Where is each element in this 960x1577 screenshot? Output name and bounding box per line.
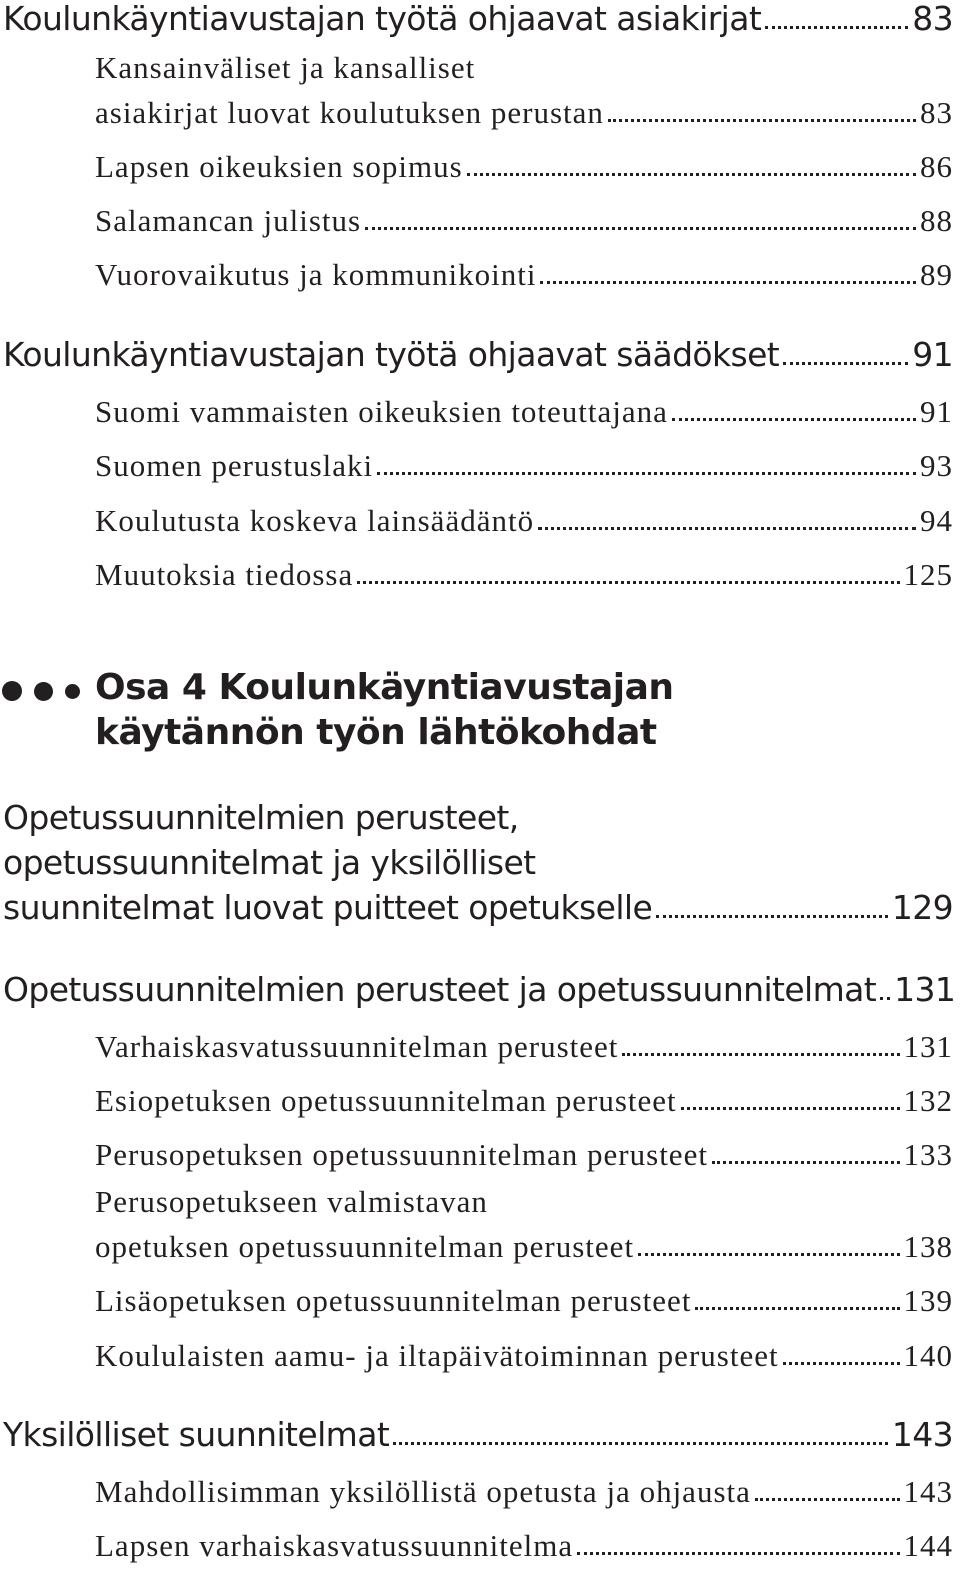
toc-entry[interactable] [3,335,953,374]
toc-entry[interactable] [95,1530,953,1561]
toc-entry-title: Muutoksia tiedossa [95,557,354,592]
toc-page-number: 140 [903,1338,953,1373]
toc-page-number: 144 [903,1528,953,1563]
dot-leader [622,1053,899,1056]
toc-page-number: 88 [920,203,953,238]
dot-leader [765,26,908,29]
toc-page-number: 131 [903,1029,953,1064]
toc-entry[interactable] [95,1340,953,1371]
dot-leader [540,281,916,284]
toc-entry-title-line: Perusopetukseen valmistavan [95,1184,488,1219]
dot-leader [577,1552,899,1555]
toc-entry[interactable] [95,396,953,427]
toc-entry-title: Yksilölliset suunnitelmat [3,1415,390,1454]
section-title-line2: käytännön työn lähtökohdat [95,712,657,753]
toc-page-number: 143 [903,1474,953,1509]
toc-entry[interactable] [3,0,953,38]
toc-page-number: 125 [903,557,953,592]
toc-entry[interactable] [95,1285,953,1316]
toc-page-number: 91 [912,335,953,374]
dot-leader [672,418,916,421]
toc-page-number: 129 [891,888,953,927]
toc-page-number: 143 [891,1415,953,1454]
dot-leader [783,1362,900,1365]
dot-leader [357,581,899,584]
section-title: Osa 4 Koulunkäyntiavustajan [95,667,674,708]
toc-entry[interactable] [95,97,953,128]
toc-page-number: 83 [920,95,953,130]
toc-page-number: 94 [920,503,953,538]
toc-entry-title: Opetussuunnitelmien perusteet ja opetussuunnitelmat [3,970,877,1009]
toc-entry[interactable] [95,1231,953,1262]
dot-leader [783,362,908,365]
toc-entry-title: suunnitelmat luovat puitteet opetukselle [3,888,653,927]
toc-page-number: 89 [920,257,953,292]
toc-entry[interactable] [95,450,953,481]
bullet-icon [2,681,22,701]
toc-entry-title-line: Opetussuunnitelmien perusteet, [3,798,519,837]
bullet-icon [34,682,53,701]
toc-entry-title: Koulunkäyntiavustajan työtä ohjaavat asiakirjat [3,0,762,38]
toc-page-number: 86 [920,149,953,184]
dot-leader [695,1307,899,1310]
toc-entry-title: asiakirjat luovat koulutuksen perustan [95,95,604,130]
toc-page-number: 139 [903,1283,953,1318]
toc-entry[interactable] [95,1476,953,1507]
toc-entry-title-line: opetussuunnitelmat ja yksilölliset [3,843,536,882]
toc-page-number: 138 [903,1229,953,1264]
toc-entry[interactable] [95,259,953,290]
dot-leader [608,119,916,122]
dot-leader [712,1161,900,1164]
toc-entry[interactable] [95,559,953,590]
dot-leader [377,472,916,475]
toc-page-number: 91 [920,394,953,429]
toc-entry-title: Lisäopetuksen opetussuunnitelman perusteet [95,1283,692,1318]
dot-leader [681,1107,900,1110]
toc-entry-title: Suomi vammaisten oikeuksien toteuttajana [95,394,668,429]
toc-entry-title: Koululaisten aamu- ja iltapäivätoiminnan perusteet [95,1338,779,1373]
toc-entry-title: Lapsen oikeuksien sopimus [95,149,463,184]
toc-page-number: 131 [894,970,956,1009]
toc-entry[interactable] [95,205,953,236]
toc-page-number: 132 [903,1083,953,1118]
toc-entry[interactable] [95,1031,953,1062]
toc-entry-title: Mahdollisimman yksilöllistä opetusta ja ohjausta [95,1474,751,1509]
toc-entry-title: Varhaiskasvatussuunnitelman perusteet [95,1029,619,1064]
toc-entry[interactable] [95,1085,953,1116]
toc-page-number: 93 [920,448,953,483]
toc-page-number: 83 [912,0,953,38]
toc-entry[interactable] [95,1139,953,1170]
section-bullets [2,681,92,701]
toc-entry[interactable] [95,505,953,536]
toc-entry-title: Perusopetuksen opetussuunnitelman perusteet [95,1137,708,1172]
dot-leader [393,1442,888,1445]
toc-entry-title: opetuksen opetussuunnitelman perusteet [95,1229,635,1264]
toc-entry-title: Koulunkäyntiavustajan työtä ohjaavat säädökset [3,335,780,374]
dot-leader [538,527,916,530]
toc-entry-title: Salamancan julistus [95,203,362,238]
bullet-icon [65,684,80,699]
dot-leader [656,915,888,918]
dot-leader [638,1253,899,1256]
toc-entry[interactable] [95,151,953,182]
toc-entry[interactable] [3,888,953,927]
dot-leader [880,997,890,1000]
dot-leader [467,173,916,176]
toc-entry[interactable] [3,1415,953,1454]
toc-entry-title: Suomen perustuslaki [95,448,374,483]
toc-page-number: 133 [903,1137,953,1172]
dot-leader [755,1498,900,1501]
toc-entry-title-line: Kansainväliset ja kansalliset [95,50,476,85]
toc-entry-title: Koulutusta koskeva lainsäädäntö [95,503,535,538]
toc-entry-title: Lapsen varhaiskasvatussuunnitelma [95,1528,574,1563]
toc-entry-title: Esiopetuksen opetussuunnitelman perusteet [95,1083,677,1118]
toc-entry-title: Vuorovaikutus ja kommunikointi [95,257,537,292]
toc-entry[interactable] [3,970,956,1009]
dot-leader [365,227,916,230]
